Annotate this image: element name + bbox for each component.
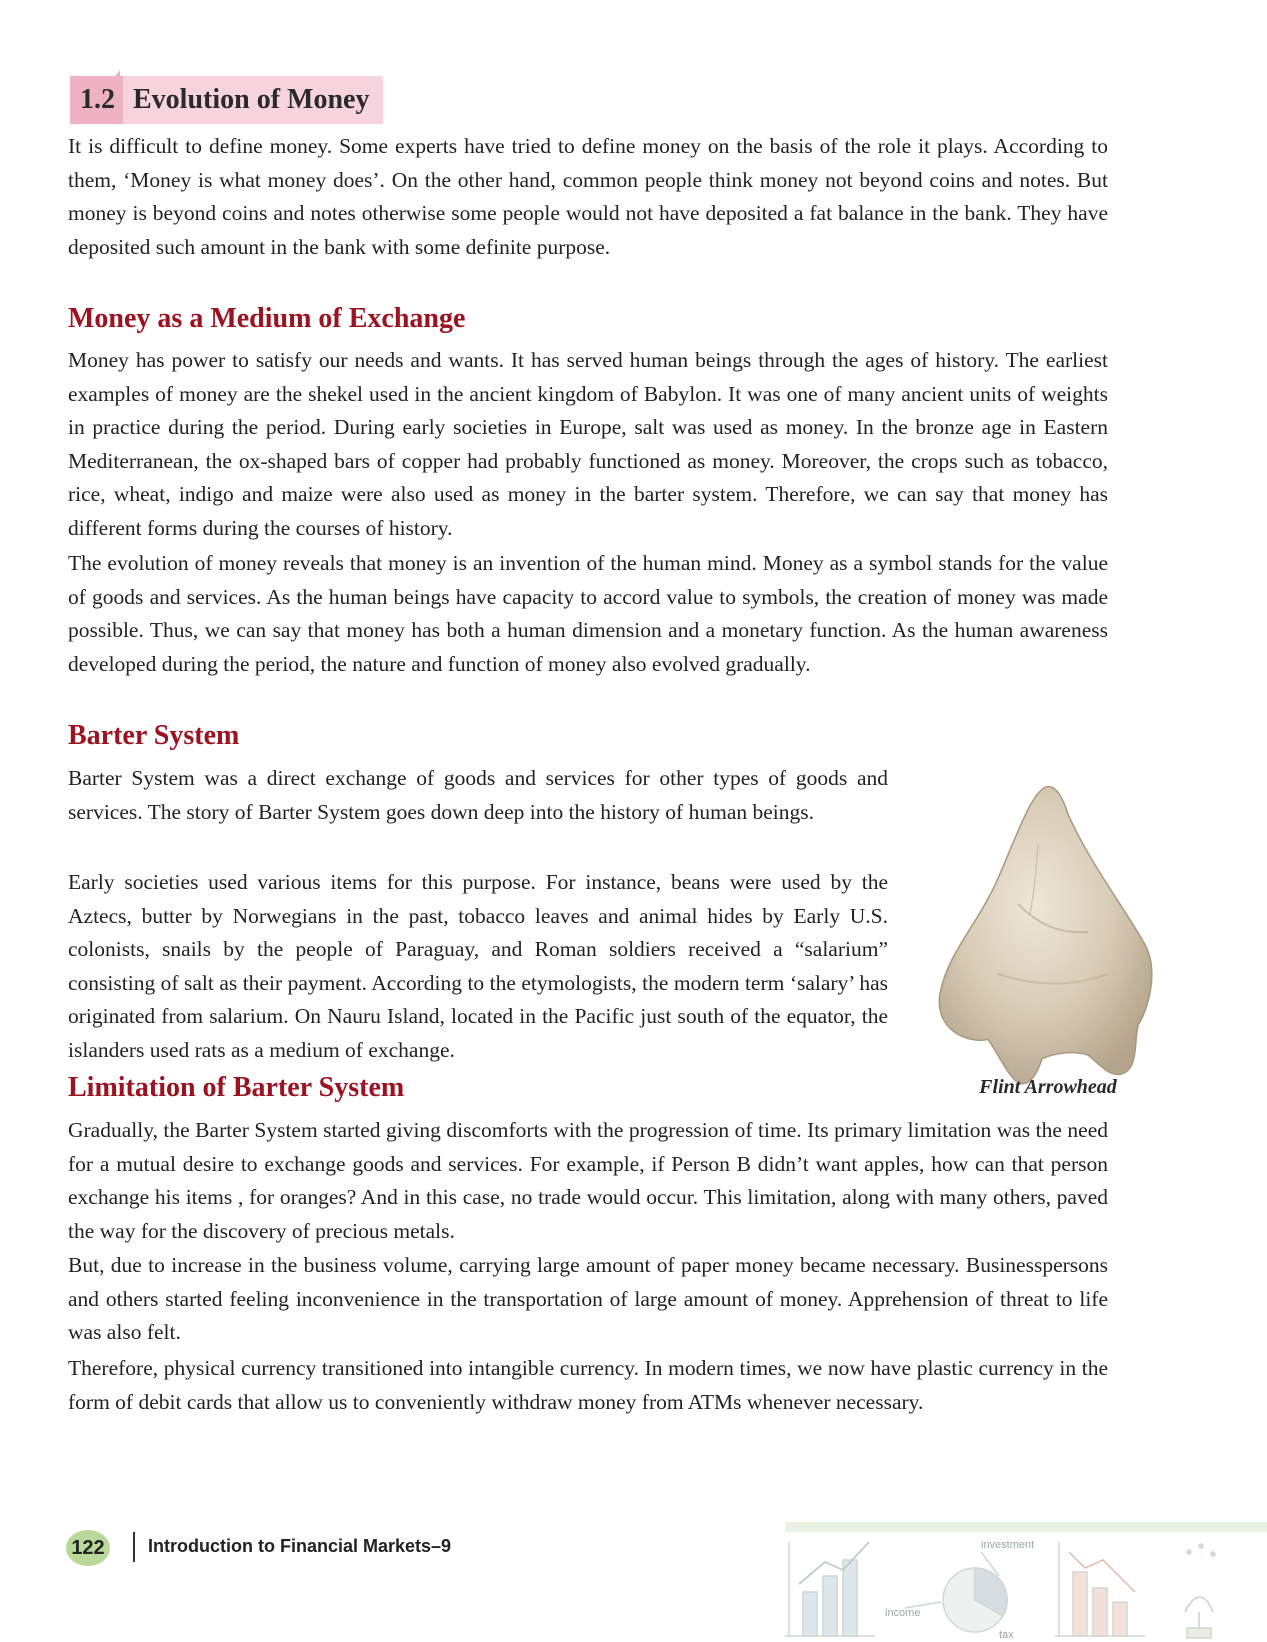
footer-finance-illustration [785,1532,1267,1642]
figure-caption: Flint Arrowhead [979,1076,1117,1098]
intro-paragraph: It is difficult to define money. Some experts have tried to define money on the basis of the role it plays. According to them, ‘Money is what money does’. On the other hand, common people think money not beyond coins and notes. But money is beyond coins and notes otherwise some people would not have deposited a fat balance in the bank. They have deposited such amount in the bank with some definite purpose. [68,134,1108,259]
heading-medium-of-exchange: Money as a Medium of Exchange [68,303,466,334]
deco-label-income: income [885,1607,921,1619]
limitation-paragraph-3: Therefore, physical currency transitioned into intangible currency. In modern times, we now have plastic currency in the form of debit cards that allow us to conveniently withdraw money from ATMs whenever necessary. [68,1356,1108,1414]
limitation-paragraph-1: Gradually, the Barter System started giving discomforts with the progression of time. Its primary limitation was the need for a mutual desire to exchange goods and services. For example, if Person B didn’t want apples, how can that person exchange his items , for oranges? And in this case, no trade would occur. This limitation, along with many others, paved the way for the discovery of precious metals. [68,1118,1108,1243]
medium-paragraph-2: The evolution of money reveals that money is an invention of the human mind. Money as a symbol stands for the value of goods and services. As the human beings have capacity to accord value to symbols, the creation of money was made possible. Thus, we can say that money has both a human dimension and a monetary function. As the human awareness developed during the period, the nature and function of money also evolved gradually. [68,551,1108,676]
section-heading [70,76,383,124]
footer-decor-band [785,1522,1267,1532]
section-title: Evolution of Money [133,84,370,115]
barter-paragraph-2: Early societies used various items for this purpose. For instance, beans were used by the Aztecs, butter by Norwegians in the past, tobacco leaves and animal hides by Early U.S. colonists, snails by the people of Paraguay, and Roman soldiers received a “salarium” consisting of salt as their payment. According to the etymologists, the modern term ‘salary’ has originated from salarium. On Nauru Island, located in the Pacific just south of the equator, the islanders used rats as a medium of exchange. [68,870,888,1062]
barter-paragraph-1: Barter System was a direct exchange of goods and services for other types of goods and services. The story of Barter System goes down deep into the history of human beings. [68,766,888,824]
limitation-paragraph-2: But, due to increase in the business volume, carrying large amount of paper money became necessary. Businesspersons and others started feeling inconvenience in the transportation of large amount of money. Apprehension of threat to life was also felt. [68,1253,1108,1345]
deco-label-investment: investment [981,1539,1035,1551]
book-title: Introduction to Financial Markets–9 [148,1536,452,1556]
heading-barter-system: Barter System [68,720,240,751]
page-number-badge: 122 [66,1530,110,1566]
flint-arrowhead-image [938,784,1158,1094]
footer-divider [133,1532,135,1562]
heading-limitation-of-barter: Limitation of Barter System [68,1072,405,1103]
deco-label-tax: tax [999,1629,1014,1641]
medium-paragraph-1: Money has power to satisfy our needs and wants. It has served human beings through the ages of history. The earliest examples of money are the shekel used in the ancient kingdom of Babylon. It was one of many ancient units of weights in practice during the period. During early societies in Europe, salt was used as money. In the bronze age in Eastern Mediterranean, the ox-shaped bars of copper had probably functioned as money. Moreover, the crops such as tobacco, rice, wheat, indigo and maize were also used as money in the barter system. Therefore, we can say that money has different forms during the courses of history. [68,348,1108,540]
section-number: 1.2 [70,76,123,124]
